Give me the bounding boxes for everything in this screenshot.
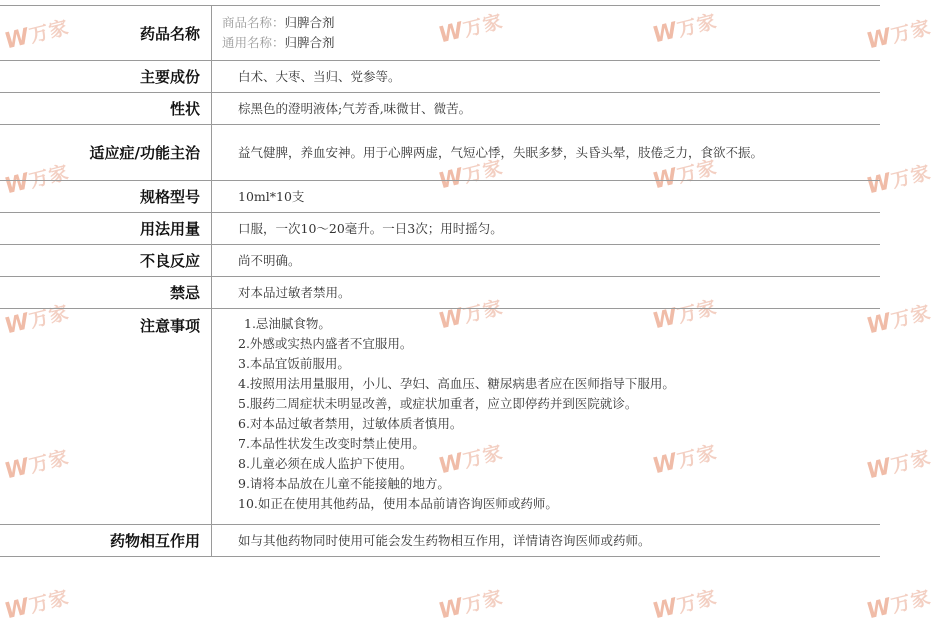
row-indications xyxy=(0,125,880,181)
product-name-key: 商品名称： xyxy=(222,15,285,30)
common-name-key: 通用名称： xyxy=(222,35,285,50)
value-contraindications: 对本品过敏者禁用。 xyxy=(212,277,881,309)
row-appearance xyxy=(0,93,880,125)
watermark-logo: W万家 xyxy=(2,586,72,625)
value-usage: 口服，一次10～20毫升。一日3次；用时摇匀。 xyxy=(212,213,881,245)
row-precautions xyxy=(0,309,880,525)
watermark-logo: W万家 xyxy=(436,156,506,195)
label-precautions: 注意事项 xyxy=(0,309,212,525)
watermark-logo: W万家 xyxy=(650,586,720,625)
row-contraindications xyxy=(0,277,880,309)
label-spec: 规格型号 xyxy=(0,181,212,213)
watermark-logo: W万家 xyxy=(436,10,506,49)
value-spec: 10ml*10支 xyxy=(212,181,881,213)
precaution-item: 5.服药二周症状未明显改善，或症状加重者，应立即停药并到医院就诊。 xyxy=(238,396,638,411)
value-adverse: 尚不明确。 xyxy=(212,245,881,277)
value-interactions: 如与其他药物同时使用可能会发生药物相互作用，详情请咨询医师或药师。 xyxy=(212,525,881,557)
product-name-value: 归脾合剂 xyxy=(284,15,335,30)
watermark-logo: W万家 xyxy=(650,156,720,195)
common-name-value: 归脾合剂 xyxy=(284,35,335,50)
watermark-logo: W万家 xyxy=(2,161,72,200)
watermark-logo: W万家 xyxy=(650,10,720,49)
row-usage xyxy=(0,213,880,245)
watermark-logo: W万家 xyxy=(436,586,506,625)
precaution-item: 1.忌油腻食物。 xyxy=(244,316,331,331)
row-spec xyxy=(0,181,880,213)
precaution-item: 3.本品宜饭前服用。 xyxy=(238,356,350,371)
precaution-item: 10.如正在使用其他药品，使用本品前请咨询医师或药师。 xyxy=(238,496,558,511)
value-drug-name xyxy=(212,6,881,61)
precaution-item: 9.请将本品放在儿童不能接触的地方。 xyxy=(238,476,450,491)
value-appearance: 棕黑色的澄明液体;气芳香,味微甘、微苦。 xyxy=(212,93,881,125)
label-interactions: 药物相互作用 xyxy=(0,525,212,557)
label-appearance: 性状 xyxy=(0,93,212,125)
watermark-logo: W万家 xyxy=(436,296,506,335)
row-ingredients xyxy=(0,61,880,93)
watermark-logo: W万家 xyxy=(2,446,72,485)
precaution-item: 2.外感或实热内盛者不宜服用。 xyxy=(238,336,413,351)
watermark-logo: W万家 xyxy=(864,16,934,55)
value-ingredients: 白术、大枣、当归、党参等。 xyxy=(212,61,881,93)
watermark-logo: W万家 xyxy=(650,296,720,335)
precaution-item: 7.本品性状发生改变时禁止使用。 xyxy=(238,436,425,451)
precaution-item: 8.儿童必须在成人监护下使用。 xyxy=(238,456,413,471)
watermark-logo: W万家 xyxy=(864,301,934,340)
drug-info-table xyxy=(0,5,880,557)
watermark-logo: W万家 xyxy=(864,446,934,485)
watermark-logo: W万家 xyxy=(2,301,72,340)
watermark-logo: W万家 xyxy=(2,16,72,55)
row-interactions xyxy=(0,525,880,557)
label-usage: 用法用量 xyxy=(0,213,212,245)
value-precautions xyxy=(212,309,881,525)
precaution-item: 6.对本品过敏者禁用，过敏体质者慎用。 xyxy=(238,416,463,431)
watermark-logo: W万家 xyxy=(436,441,506,480)
watermark-logo: W万家 xyxy=(864,161,934,200)
label-indications: 适应症/功能主治 xyxy=(0,125,212,181)
row-drug-name xyxy=(0,6,880,61)
watermark-logo: W万家 xyxy=(864,586,934,625)
precaution-item: 4.按照用法用量服用，小儿、孕妇、高血压、糖尿病患者应在医师指导下服用。 xyxy=(238,376,675,391)
watermark-logo: W万家 xyxy=(650,441,720,480)
label-adverse: 不良反应 xyxy=(0,245,212,277)
label-contraindications: 禁忌 xyxy=(0,277,212,309)
row-adverse xyxy=(0,245,880,277)
label-drug-name: 药品名称 xyxy=(0,6,212,61)
value-indications: 益气健脾，养血安神。用于心脾两虚，气短心悸，失眠多梦，头昏头晕，肢倦乏力，食欲不振。 xyxy=(212,125,881,181)
label-ingredients: 主要成份 xyxy=(0,61,212,93)
